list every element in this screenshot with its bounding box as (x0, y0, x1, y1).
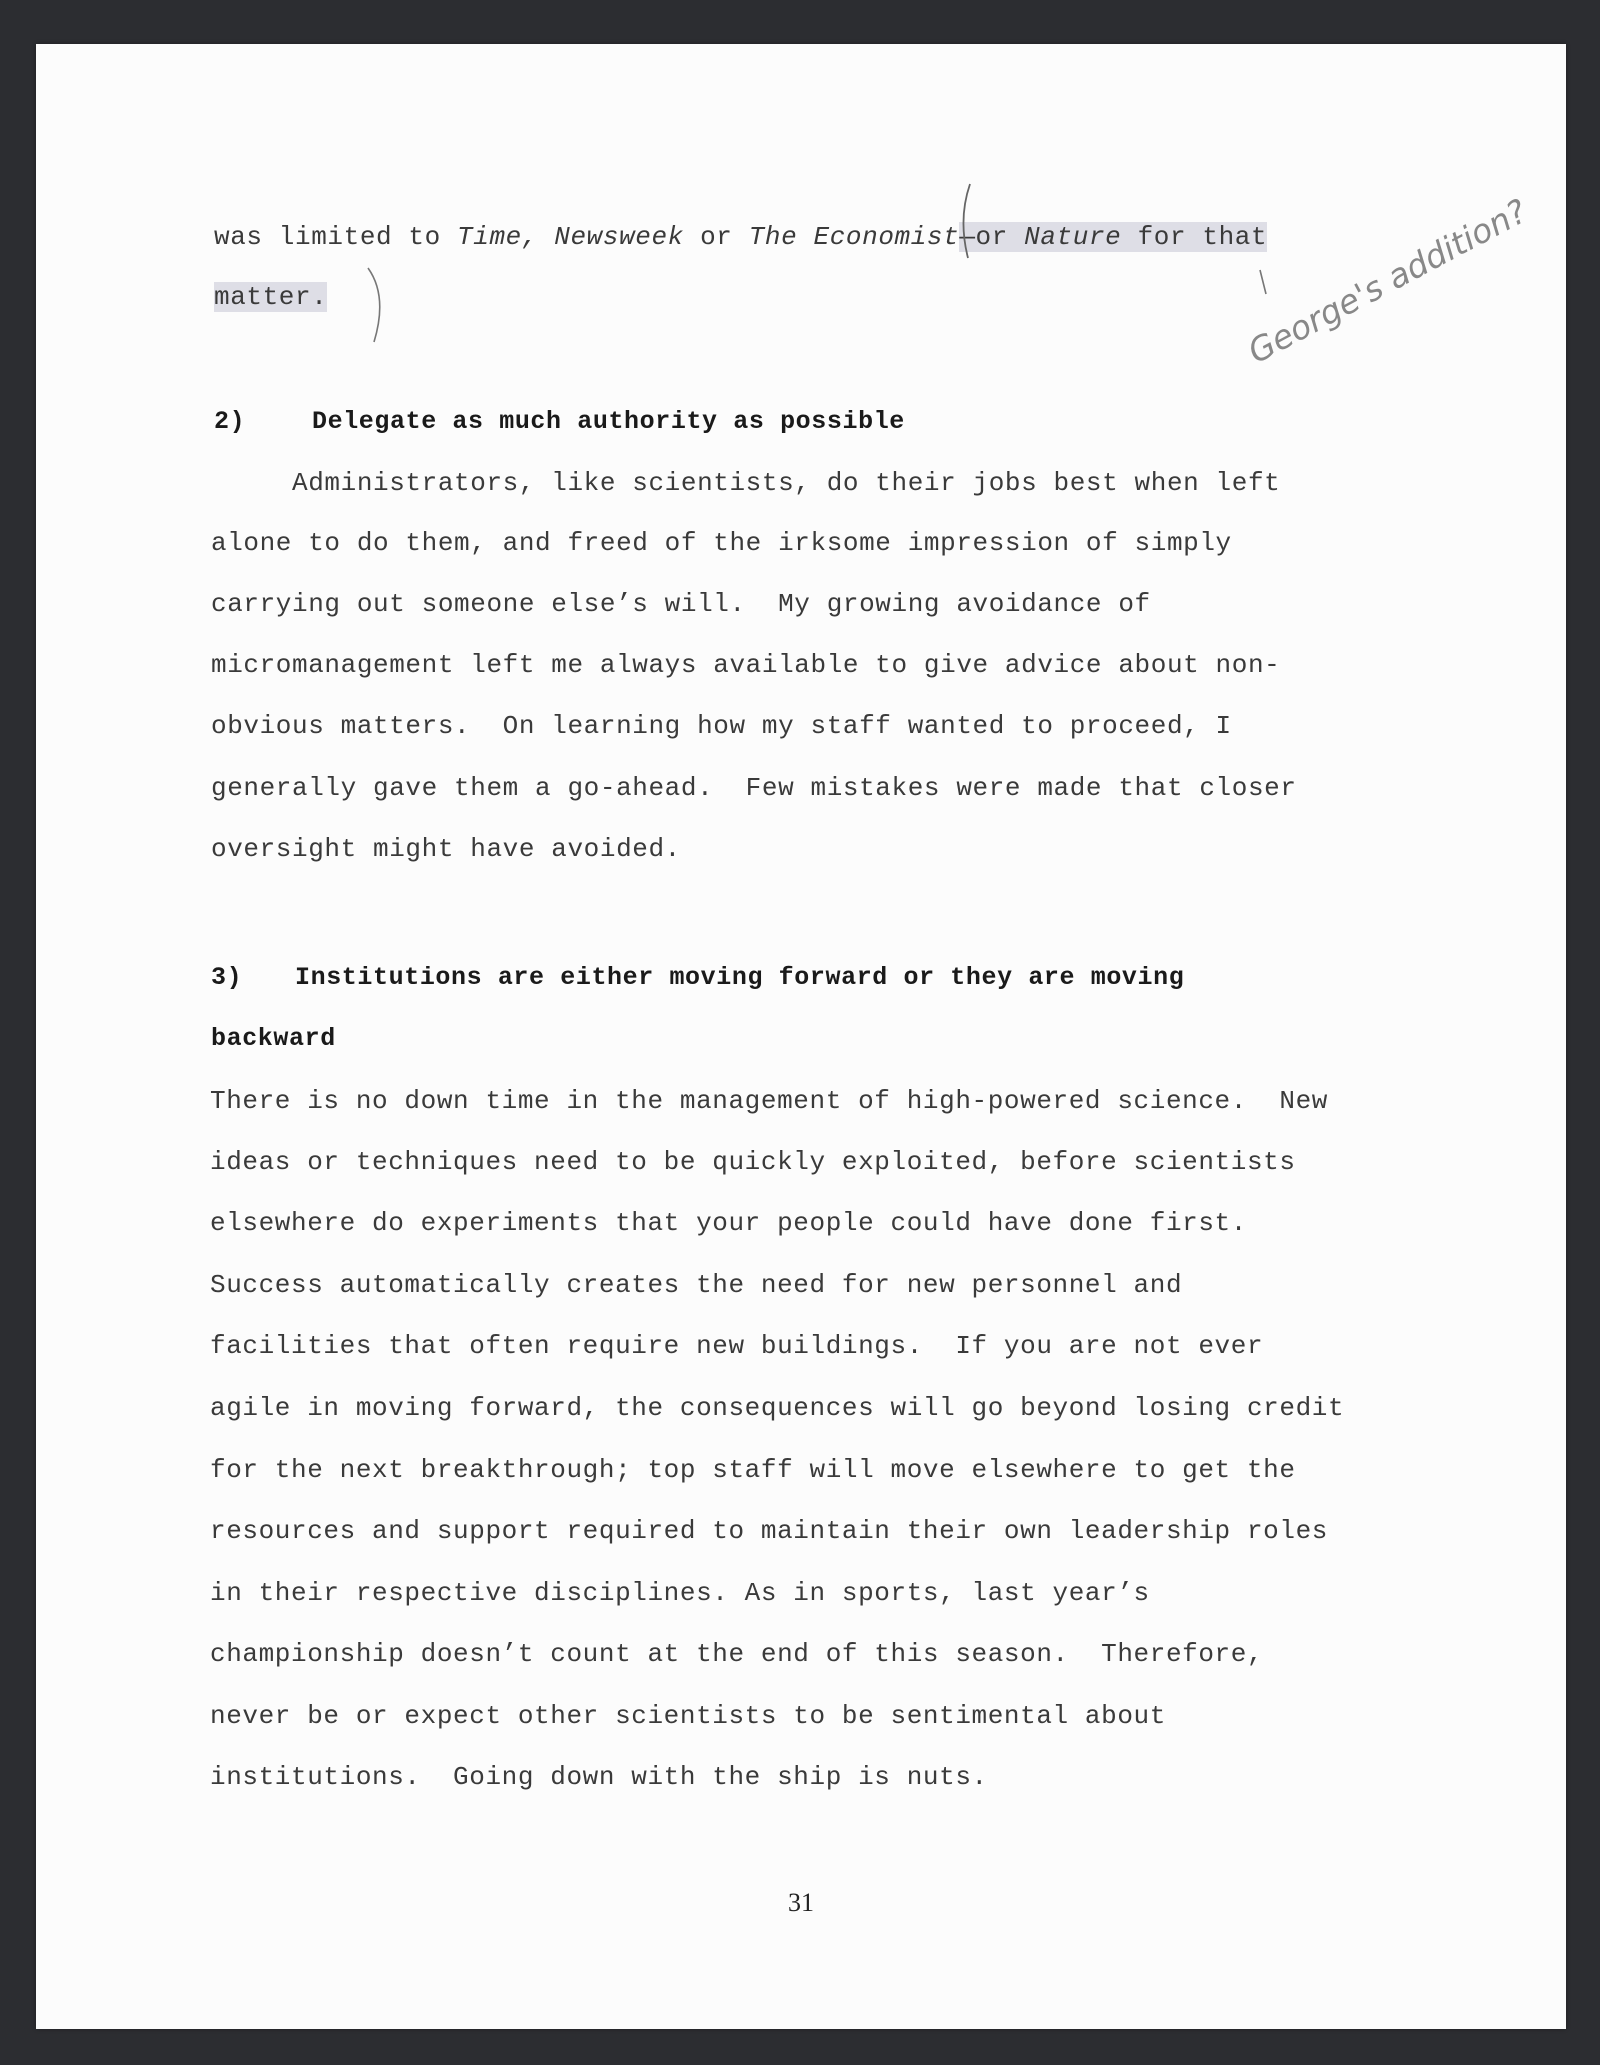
title-nature: Nature (1024, 222, 1122, 252)
section-2-number: 2) (214, 407, 246, 436)
section-2-heading (214, 406, 905, 438)
section-3-line-9: in their respective disciplines. As in sports, last year’s (210, 1578, 1150, 1608)
section-3-heading-text-1: Institutions are either moving forward or they are moving (295, 963, 1185, 992)
intro-text-c: or (683, 222, 749, 252)
document-page (36, 44, 1566, 2029)
section-3-line-5: facilities that often require new buildings. If you are not ever (210, 1331, 1264, 1361)
section-3-line-12: institutions. Going down with the ship is nuts. (210, 1762, 988, 1792)
title-economist: The Economist (748, 222, 960, 252)
handwritten-annotation (36, 44, 1566, 444)
intro-text-a: was limited to (214, 222, 458, 252)
section-2-line-7: oversight might have avoided. (211, 834, 681, 864)
bracket-open-mark (963, 184, 970, 258)
section-2-heading-text: Delegate as much authority as possible (312, 407, 905, 436)
section-3-line-2: ideas or techniques need to be quickly exploited, before scientists (210, 1147, 1296, 1177)
section-3-heading (211, 962, 1184, 994)
section-3-line-11: never be or expect other scientists to be sentimental about (210, 1701, 1166, 1731)
section-3-line-7: for the next breakthrough; top staff will move elsewhere to get the (210, 1455, 1296, 1485)
tick-mark (1260, 270, 1266, 294)
margin-note-text: George's addition? (1241, 191, 1534, 372)
section-3-line-3: elsewhere do experiments that your people could have done first. (210, 1208, 1247, 1238)
section-3-line-4: Success automatically creates the need for new personnel and (210, 1270, 1183, 1300)
bracket-close-mark (368, 268, 380, 342)
title-newsweek: Newsweek (554, 222, 684, 252)
title-time: Time, (457, 222, 539, 252)
section-3-line-8: resources and support required to maintain their own leadership roles (210, 1516, 1328, 1546)
section-3-line-6: agile in moving forward, the consequences will go beyond losing credit (210, 1393, 1345, 1423)
section-3-line-1: There is no down time in the management of high-powered science. New (210, 1086, 1328, 1116)
section-2-line-2: alone to do them, and freed of the irksome impression of simply (211, 528, 1232, 558)
intro-text-e: for that (1121, 222, 1268, 252)
section-2-line-6: generally gave them a go-ahead. Few mistakes were made that closer (211, 773, 1297, 803)
section-2-line-5: obvious matters. On learning how my staff wanted to proceed, I (211, 711, 1232, 741)
page-number: 31 (788, 1888, 814, 1917)
section-3-line-10: championship doesn’t count at the end of this season. Therefore, (210, 1639, 1264, 1669)
section-2-line-1: Administrators, like scientists, do their jobs best when left (211, 468, 1281, 498)
intro-text-d: —or (959, 222, 1025, 252)
section-3-heading-line-2: backward (211, 1024, 336, 1053)
highlighted-matter: matter. (214, 282, 328, 312)
section-3-number: 3) (211, 963, 243, 992)
section-2-line-3: carrying out someone else’s will. My growing avoidance of (211, 589, 1151, 619)
section-2-line-4: micromanagement left me always available to give advice about non- (211, 650, 1281, 680)
